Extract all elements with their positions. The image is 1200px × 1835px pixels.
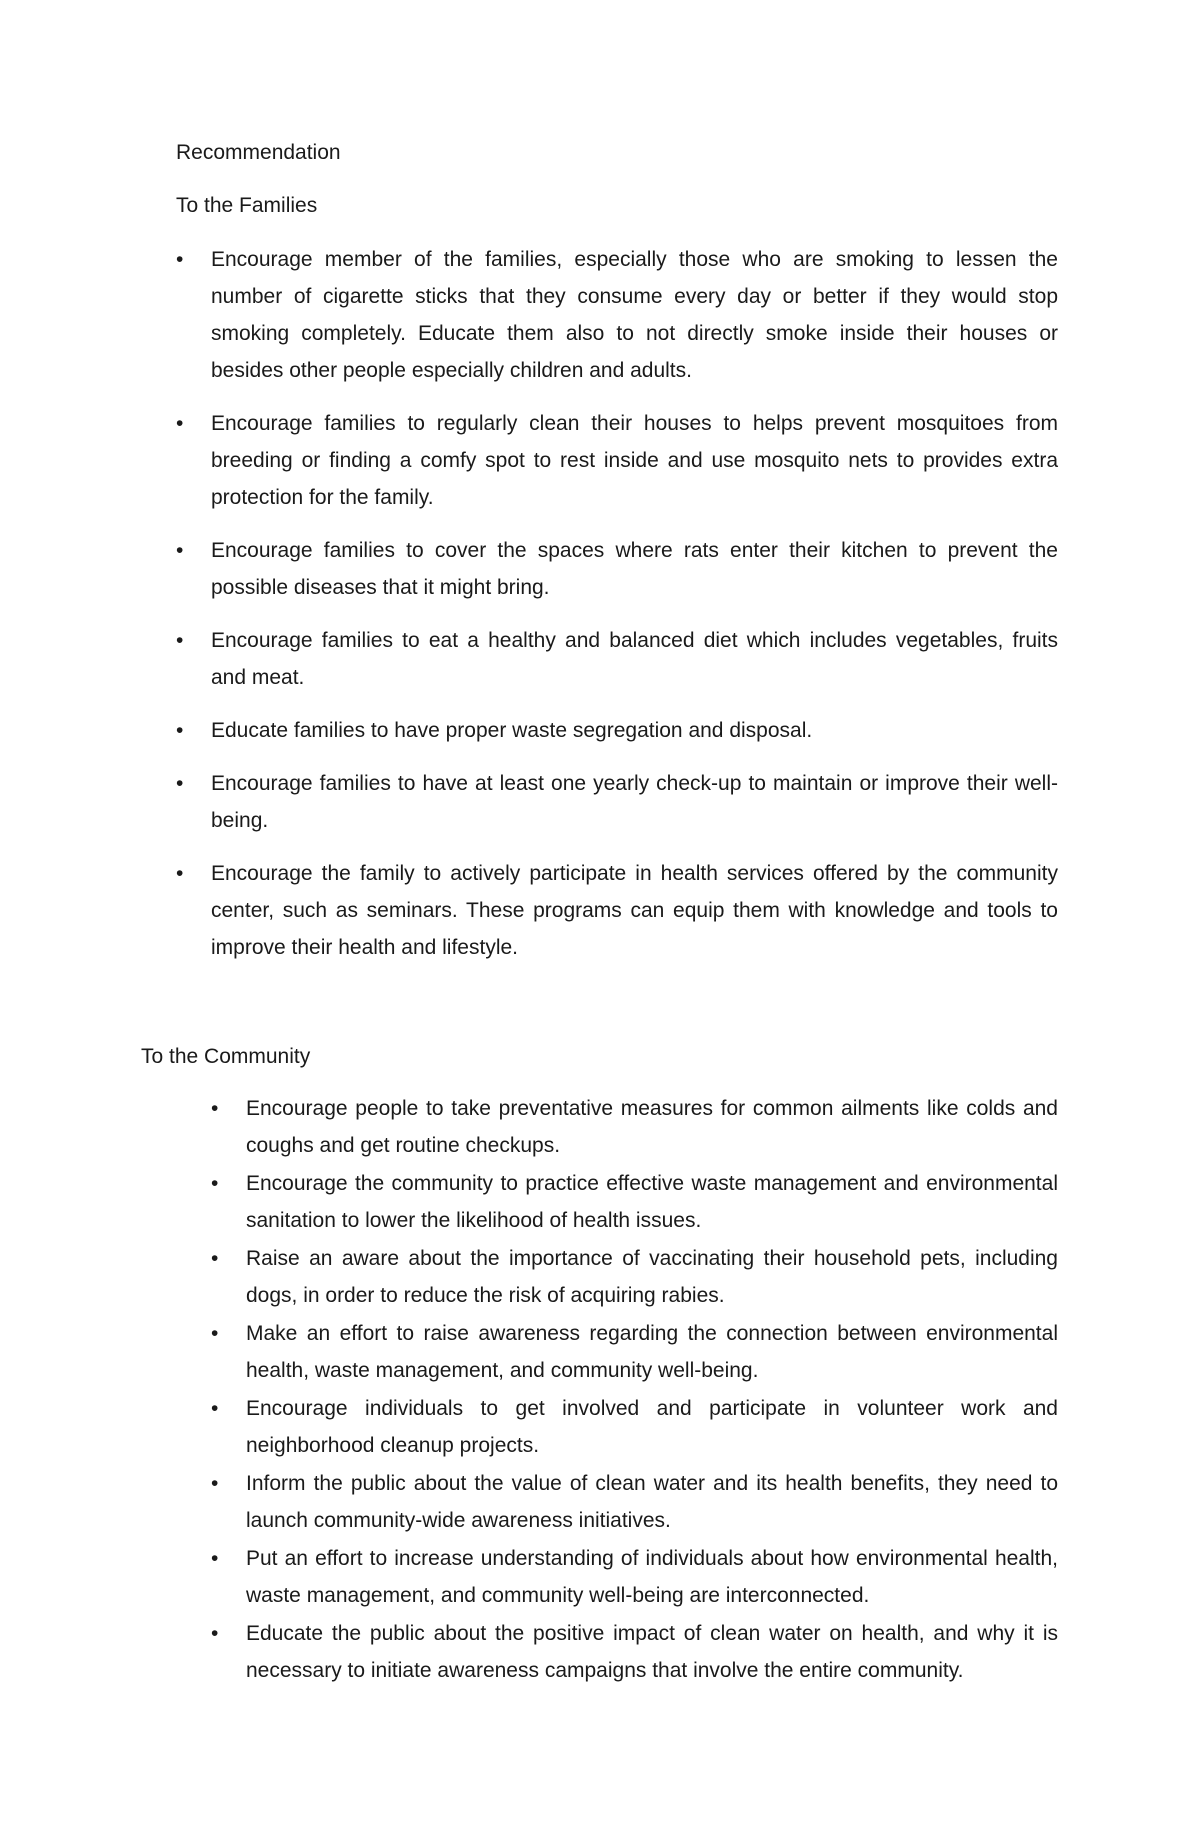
list-item (211, 1090, 1058, 1164)
list-item-text: Encourage individuals to get involved and participate in volunteer work and neighborhood cleanup projects. (246, 1397, 1058, 1457)
section-heading-families: To the Families (176, 194, 318, 217)
list-item-text: Educate the public about the positive impact of clean water on health, and why it is necessary to initiate awareness campaigns that involve the entire community. (246, 1622, 1058, 1682)
list-item (211, 1465, 1058, 1539)
bullet-icon: • (176, 412, 184, 435)
list-item (176, 855, 1058, 966)
list-item-text: Encourage people to take preventative measures for common ailments like colds and coughs and get routine checkups. (246, 1097, 1058, 1157)
list-item (176, 765, 1058, 839)
list-item-text: Raise an aware about the importance of vaccinating their household pets, including dogs, in order to reduce the risk of acquiring rabies. (246, 1247, 1058, 1307)
bullet-icon: • (211, 1322, 219, 1345)
list-item-text: Encourage the family to actively participate in health services offered by the community center, such as seminars. These programs can equip them with knowledge and tools to improve their health and lifestyle. (211, 862, 1058, 959)
list-item (176, 241, 1058, 389)
list-item (211, 1165, 1058, 1239)
bullet-icon: • (211, 1247, 219, 1270)
bullet-icon: • (176, 248, 184, 271)
section-heading-community: To the Community (141, 1045, 311, 1068)
list-item (176, 405, 1058, 516)
bullet-icon: • (211, 1472, 219, 1495)
bullet-icon: • (176, 539, 184, 562)
community-recommendation-list (211, 1090, 1058, 1690)
bullet-icon: • (211, 1622, 219, 1645)
list-item-text: Put an effort to increase understanding of individuals about how environmental health, waste management, and community well-being are interconnected. (246, 1547, 1058, 1607)
bullet-icon: • (211, 1172, 219, 1195)
list-item (211, 1240, 1058, 1314)
bullet-icon: • (176, 629, 184, 652)
page-title: Recommendation (176, 141, 341, 164)
list-item-text: Make an effort to raise awareness regarding the connection between environmental health, waste management, and community well-being. (246, 1322, 1058, 1382)
list-item-text: Encourage families to eat a healthy and balanced diet which includes vegetables, fruits and meat. (211, 629, 1058, 689)
list-item (176, 532, 1058, 606)
list-item-text: Encourage member of the families, especially those who are smoking to lessen the number of cigarette sticks that they consume every day or better if they would stop smoking completely. Educate them also to not directly smoke inside their houses or besides other people especially children and adults. (211, 248, 1058, 382)
list-item (211, 1540, 1058, 1614)
list-item-text: Encourage the community to practice effective waste management and environmental sanitation to lower the likelihood of health issues. (246, 1172, 1058, 1232)
list-item-text: Inform the public about the value of clean water and its health benefits, they need to launch community-wide awareness initiatives. (246, 1472, 1058, 1532)
list-item (176, 622, 1058, 696)
bullet-icon: • (211, 1547, 219, 1570)
bullet-icon: • (176, 862, 184, 885)
list-item (176, 712, 1058, 749)
list-item-text: Encourage families to cover the spaces where rats enter their kitchen to prevent the possible diseases that it might bring. (211, 539, 1058, 599)
list-item (211, 1390, 1058, 1464)
list-item-text: Educate families to have proper waste segregation and disposal. (211, 719, 813, 742)
bullet-icon: • (176, 719, 184, 742)
list-item-text: Encourage families to have at least one yearly check-up to maintain or improve their well-being. (211, 772, 1058, 832)
bullet-icon: • (176, 772, 184, 795)
list-item-text: Encourage families to regularly clean their houses to helps prevent mosquitoes from breeding or finding a comfy spot to rest inside and use mosquito nets to provides extra protection for the family. (211, 412, 1058, 509)
bullet-icon: • (211, 1397, 219, 1420)
list-item (211, 1615, 1058, 1689)
families-recommendation-list (176, 241, 1058, 982)
bullet-icon: • (211, 1097, 219, 1120)
list-item (211, 1315, 1058, 1389)
